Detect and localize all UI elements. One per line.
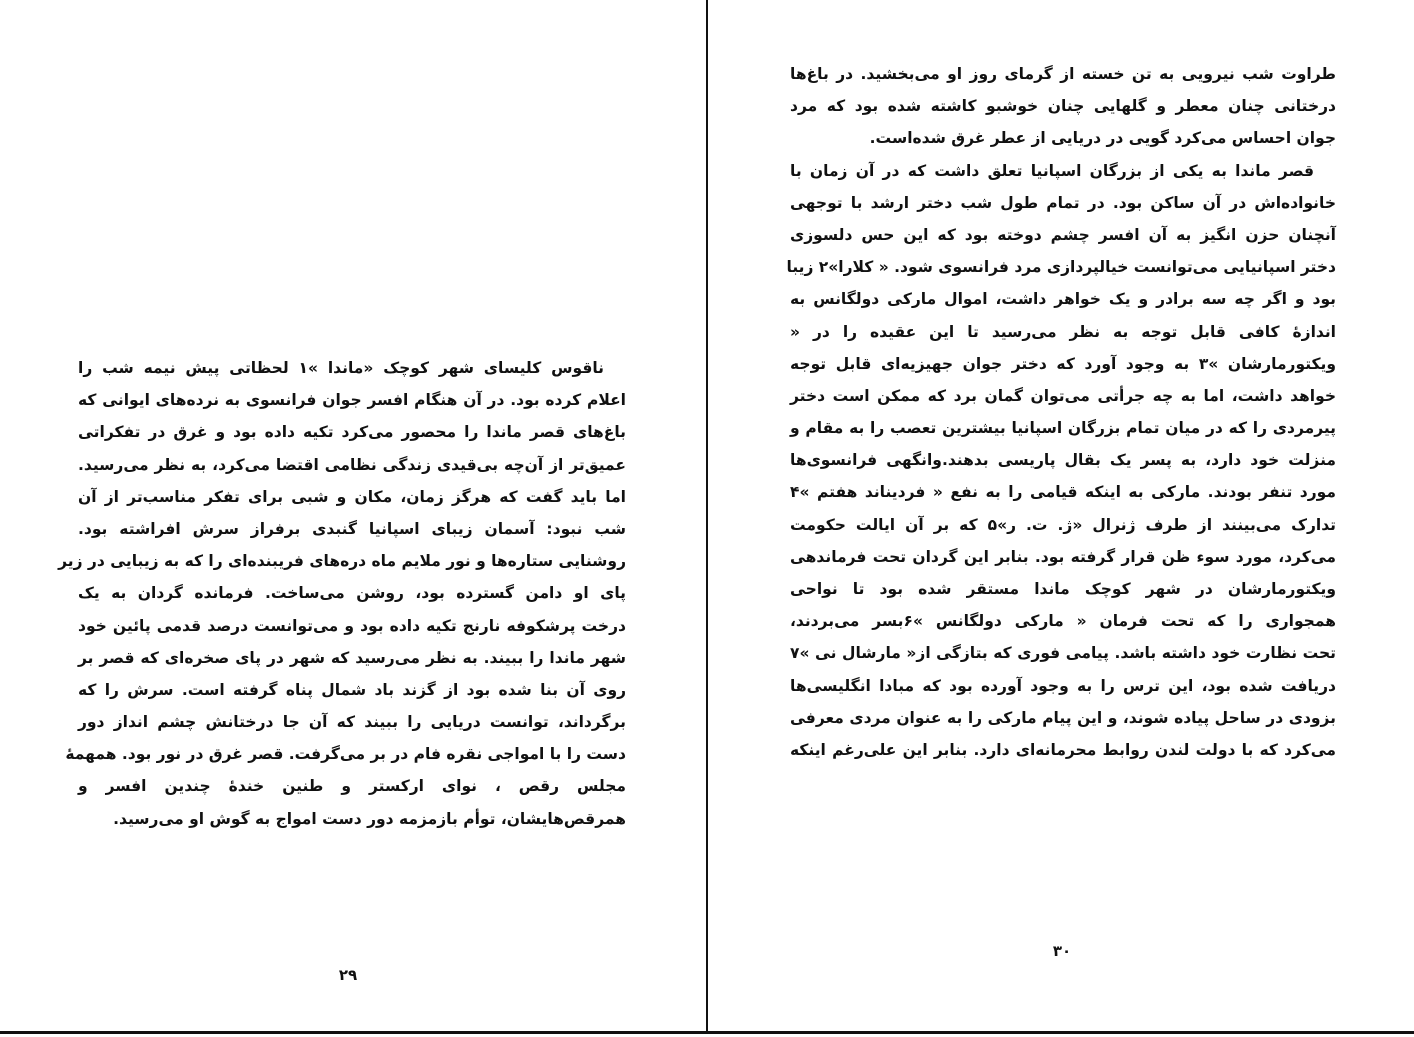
text-line: قصر ماندا به یکی از بزرگان اسپانیا تعلق داشت که در آن زمان با	[790, 161, 1314, 180]
text-line: ویکتورمارشان در شهر کوچک ماندا مستقر شده بود تا نواحی	[790, 580, 1336, 598]
text-line: تدارک می‌بینند از طرف ژنرال «ژ. ت. ر»۵ که بر آن ایالت حکومت	[790, 515, 1336, 534]
text-line: ویکتورمارشان »۳ به وجود آورد که دختر جوان جهیزیه‌ای قابل توجه	[790, 354, 1336, 373]
text-line: می‌کرد، مورد سوء ظن قرار گرفته بود. بنابر این گردان تحت فرماندهی	[790, 547, 1336, 566]
text-line: دریافت شده بود، این ترس را به وجود آورده بود که مبادا انگلیسی‌ها	[790, 676, 1336, 695]
page-gutter-divider	[706, 0, 708, 1033]
text-line: می‌کرد که با دولت لندن روابط محرمانه‌ای دارد. بنابر این علی‌رغم اینکه	[790, 740, 1336, 759]
page-number-right: ۳۰	[1052, 942, 1072, 960]
text-line: پای او دامن گسترده بود، روشن می‌ساخت. فرمانده گردان به یک	[78, 584, 626, 603]
text-line: ناقوس کلیسای شهر کوچک «ماندا »‌۱ لحظاتی پیش نیمه شب را	[78, 359, 605, 377]
text-line: باغ‌های قصر ماندا را محصور می‌کرد تکیه داده بود و غرق در تفکراتی	[78, 423, 626, 442]
text-line: درختانی چنان معطر و گلهایی چنان خوشبو کاشته شده بود که مرد	[790, 97, 1336, 116]
text-line: همجواری را که تحت فرمان « مارکی دولگانس »۶بسر می‌بردند،	[790, 612, 1336, 631]
text-line: اندازهٔ کافی قابل توجه به نظر می‌رسید تا این عقیده را در «	[790, 322, 1336, 341]
text-line: درخت پرشکوفه نارنج تکیه داده بود و می‌توانست درصد قدمی پائین خود	[78, 616, 626, 635]
text-line: اعلام کرده بود. در آن هنگام افسر جوان فرانسوی به نرده‌های ایوانی که	[78, 391, 626, 410]
text-line: طراوت شب نیرویی به تن خسته از گرمای روز او می‌بخشید. در باغ‌ها	[790, 65, 1336, 83]
text-line: تحت نظارت خود داشته باشد. پیامی فوری که بتازگی از« مارشال نی »۷	[790, 644, 1336, 663]
right-page-body	[786, 58, 1336, 766]
left-page-body	[58, 352, 626, 835]
text-line: منزلت خود دارد، به پسر یک بقال پاریسی بدهند.وانگهی فرانسوی‌ها	[790, 451, 1336, 470]
text-line: عمیق‌تر از آن‌چه بی‌قیدی زندگی نظامی اقتضا می‌کرد، به نظر می‌رسید.	[78, 455, 626, 474]
page-number-left: ۲۹	[338, 966, 358, 984]
text-line: برگرداند، توانست دریایی را ببیند که آن جا درختانش چشم انداز دور	[78, 713, 626, 732]
text-line: اما باید گفت که هرگز زمان، مکان و شبی برای تفکر مناسب‌تر از آن	[78, 487, 626, 506]
text-line: روشنایی ستاره‌ها و نور ملایم ماه دره‌های فریبنده‌ای را که به زیبایی در زیر	[58, 552, 626, 571]
text-line: پیرمردی را که در میان تمام بزرگان اسپانیا بیشترین تعصب را به مقام و	[790, 419, 1336, 438]
text-line: بود و اگر چه سه برادر و یک خواهر داشت، اموال مارکی دولگانس به	[790, 290, 1336, 309]
text-line: دختر اسپانیایی می‌توانست خیالپردازی مرد فرانسوی شود. « کلارا»۲ زیبا	[786, 258, 1336, 277]
text-line: مورد تنفر بودند. مارکی به اینکه قیامی را به نفع « فردیناند هفتم »۴	[790, 483, 1336, 502]
text-line: بزودی در ساحل پیاده شوند، و این پیام مارکی را به عنوان مردی معرفی	[790, 708, 1336, 727]
text-line: مجلس رقص ، نوای ارکستر و طنین خندهٔ چندین افسر و	[78, 777, 626, 796]
text-line: روی آن بنا شده بود از گزند باد شمال پناه گرفته است. سرش را که	[78, 680, 626, 699]
text-line: آنچنان حزن انگیز به آن افسر چشم دوخته بود که این حس دلسوزی	[790, 225, 1336, 244]
text-line: خواهد داشت، اما به چه جرأتی می‌توان گمان برد که ممکن است دختر	[790, 386, 1336, 405]
bottom-edge-line	[0, 1031, 1414, 1034]
text-line: شب نبود: آسمان زیبای اسپانیا گنبدی برفراز سرش افراشته بود.	[78, 519, 626, 538]
text-line: همرقص‌هایشان، توأم بازمزمه دور دست امواج به گوش او می‌رسید.	[113, 809, 626, 828]
text-line: شهر ماندا را ببیند. به نظر می‌رسید که شهر در پای صخره‌ای که قصر بر	[78, 648, 626, 667]
text-line: جوان احساس می‌کرد گویی در دریایی از عطر غرق شده‌است.	[869, 129, 1336, 148]
text-line: دست را با امواجی نقره فام در بر می‌گرفت. قصر غرق در نور بود. همهمهٔ	[65, 745, 626, 764]
text-line: خانواده‌اش در آن ساکن بود. در تمام طول شب دختر ارشد با توجهی	[790, 193, 1336, 212]
